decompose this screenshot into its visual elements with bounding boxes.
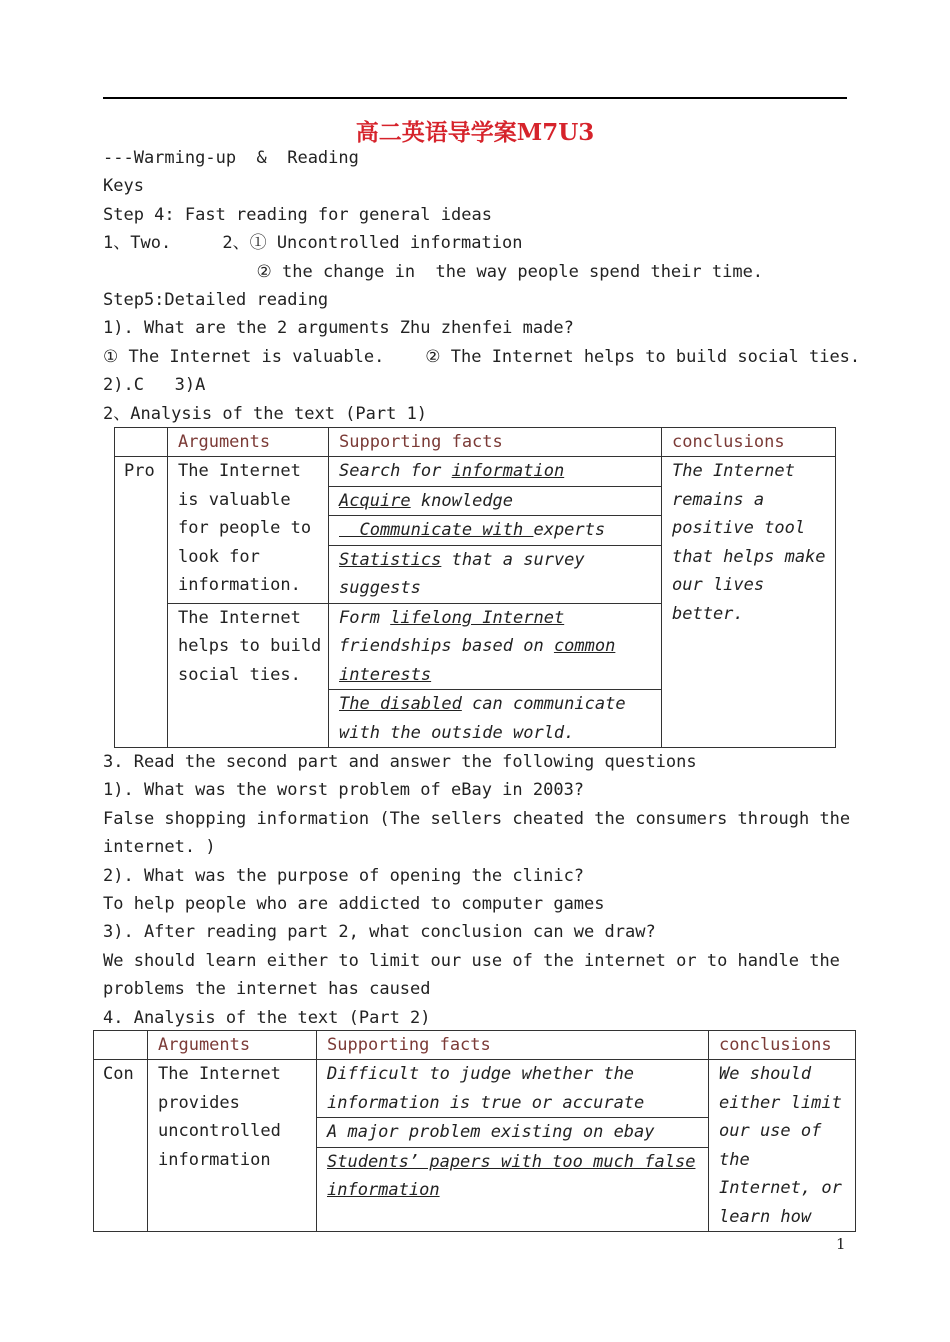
side-label: Pro xyxy=(115,457,168,748)
facts-group xyxy=(317,1060,709,1232)
part2-answer-2: To help people who are addicted to computer games xyxy=(103,894,605,914)
argument-2: The Internet helps to build social ties. xyxy=(168,603,329,748)
analysis-part2-heading: 4. Analysis of the text (Part 2) xyxy=(103,1008,431,1028)
facts-group-1 xyxy=(329,457,662,604)
analysis-table-part2 xyxy=(93,1030,856,1232)
fact-item: Communicate with experts xyxy=(329,516,661,546)
part2-question-3: 3). After reading part 2, what conclusion can we draw? xyxy=(103,922,656,942)
page-number: 1 xyxy=(836,1235,846,1253)
fact-item: Search for information xyxy=(329,457,661,487)
part2-answer-3-line2: problems the internet has caused xyxy=(103,979,431,999)
header-conclusions: conclusions xyxy=(709,1031,856,1060)
fact-item: Form lifelong Internet friendships based on common interests xyxy=(329,604,661,691)
header-supporting-facts: Supporting facts xyxy=(317,1031,709,1060)
page-title: 高二英语导学案M7U3 xyxy=(355,119,595,146)
step5-heading: Step5:Detailed reading xyxy=(103,290,329,310)
table-header-row xyxy=(115,428,836,457)
argument: The Internet provides uncontrolled information xyxy=(148,1060,317,1232)
part2-answer-3-line1: We should learn either to limit our use of the internet or to handle the xyxy=(103,951,840,971)
keys-heading: Keys xyxy=(103,176,144,196)
step4-answer-2: ② the change in the way people spend their time. xyxy=(103,262,764,282)
facts-group-2 xyxy=(329,603,662,748)
answer-1: ① The Internet is valuable. ② The Internet helps to build social ties. xyxy=(103,347,861,367)
table-header-row xyxy=(94,1031,856,1060)
analysis-table-part1 xyxy=(114,427,836,748)
subtitle: ---Warming-up & Reading xyxy=(103,148,359,168)
step4-answer-1: 1、Two. 2、① Uncontrolled information xyxy=(103,233,523,253)
fact-item: The disabled can communicate with the outside world. xyxy=(339,694,626,743)
side-label: Con xyxy=(94,1060,148,1232)
answers-2-3: 2).C 3)A xyxy=(103,375,206,395)
part2-question-1: 1). What was the worst problem of eBay in 2003? xyxy=(103,780,585,800)
fact-item: Difficult to judge whether the information is true or accurate xyxy=(317,1060,708,1118)
table-row xyxy=(94,1060,856,1232)
table-row xyxy=(115,457,836,604)
fact-item: Acquire knowledge xyxy=(329,487,661,517)
part2-answer-1-line2: internet. ) xyxy=(103,837,216,857)
header-arguments: Arguments xyxy=(168,428,329,457)
conclusion: The Internet remains a positive tool that helps make our lives better. xyxy=(662,457,836,748)
analysis-part1-heading: 2、Analysis of the text (Part 1) xyxy=(103,404,428,424)
header-arguments: Arguments xyxy=(148,1031,317,1060)
conclusion: We should either limit our use of the Internet, or learn how xyxy=(709,1060,856,1232)
header-empty xyxy=(94,1031,148,1060)
header-supporting-facts: Supporting facts xyxy=(329,428,662,457)
header-conclusions: conclusions xyxy=(662,428,836,457)
argument-1: The Internet is valuable for people to look for information. xyxy=(168,457,329,604)
step4-heading: Step 4: Fast reading for general ideas xyxy=(103,205,492,225)
part2-intro: 3. Read the second part and answer the following questions xyxy=(103,752,697,772)
header-empty xyxy=(115,428,168,457)
header-rule xyxy=(103,97,847,99)
question-1: 1). What are the 2 arguments Zhu zhenfei made? xyxy=(103,318,574,338)
fact-item: Students’ papers with too much false information xyxy=(327,1151,696,1200)
fact-item: A major problem existing on ebay xyxy=(317,1118,708,1148)
part2-question-2: 2). What was the purpose of opening the clinic? xyxy=(103,866,585,886)
part2-answer-1-line1: False shopping information (The sellers cheated the consumers through the xyxy=(103,809,851,829)
fact-item: Statistics that a survey suggests xyxy=(339,549,585,598)
